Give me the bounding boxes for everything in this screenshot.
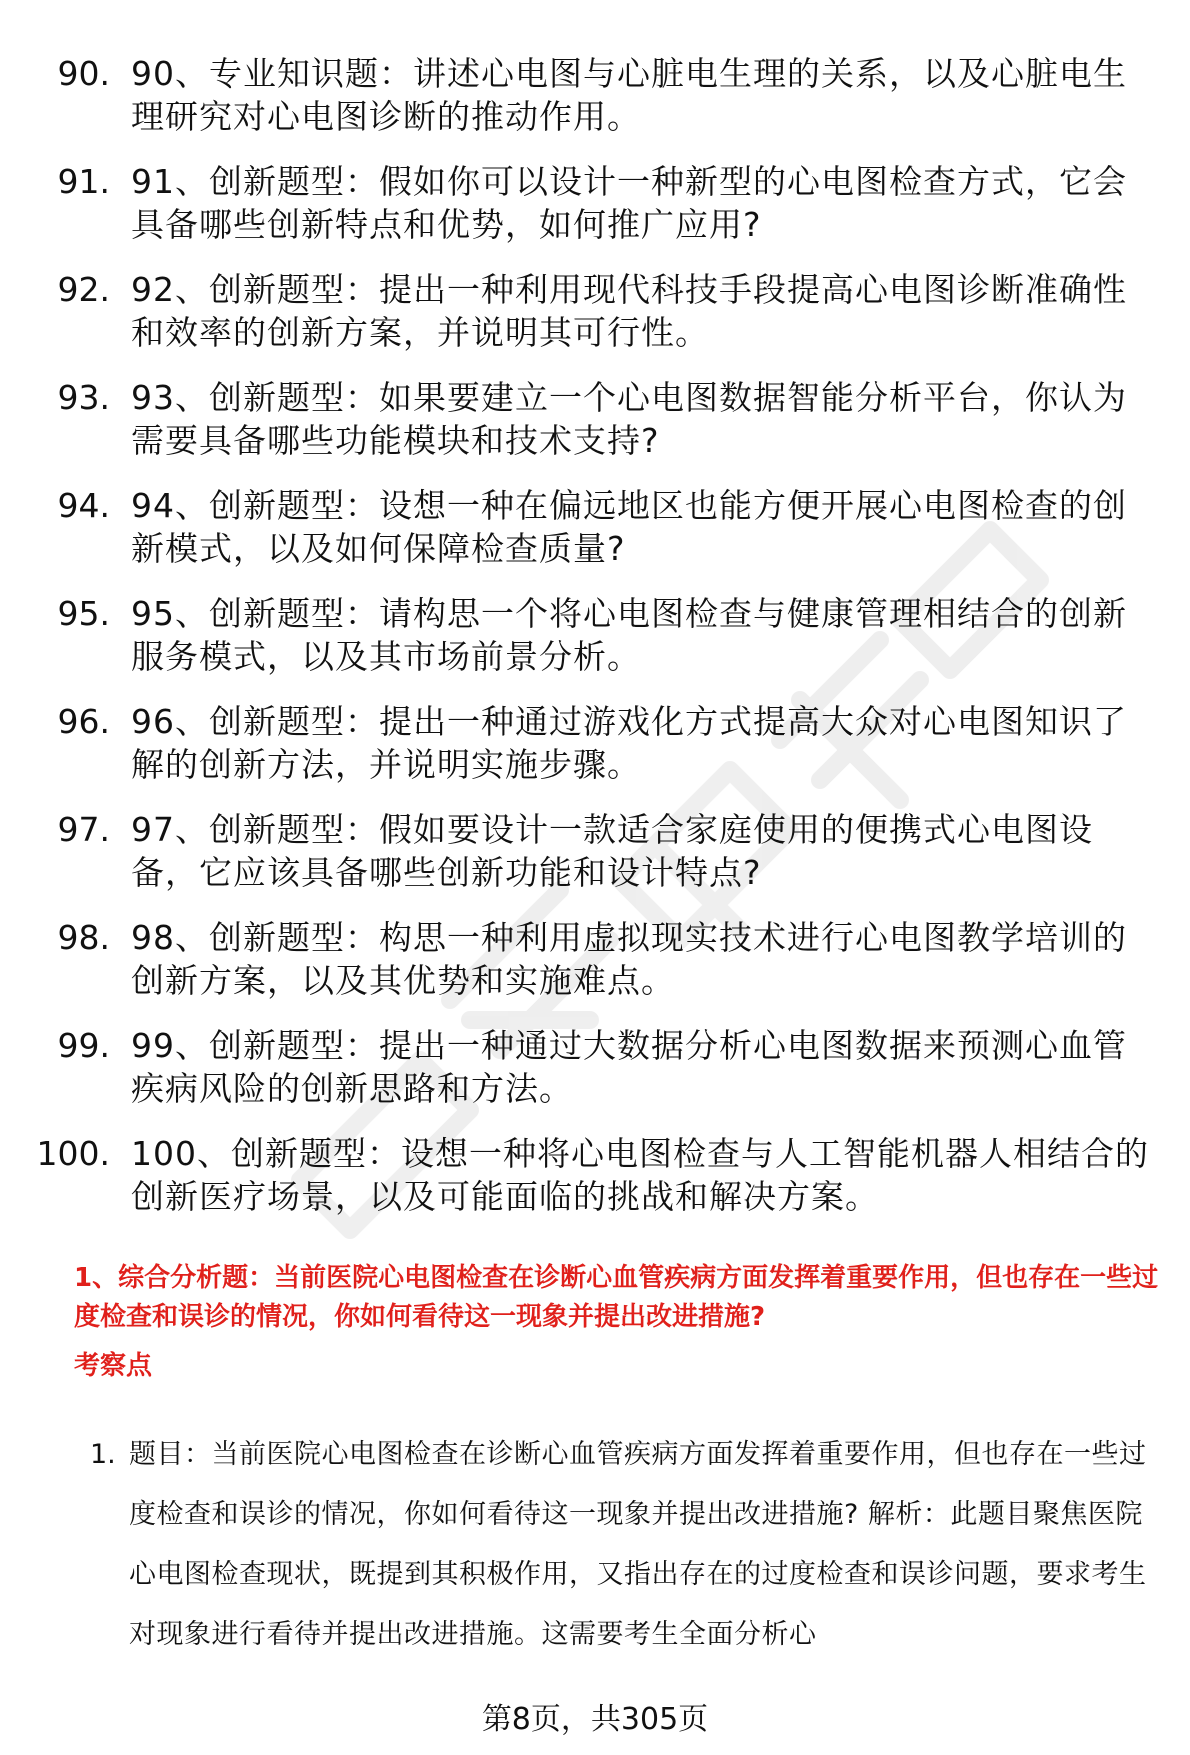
list-item bbox=[0, 592, 1190, 678]
item-text: 90、专业知识题：讲述心电图与心脏电生理的关系，以及心脏电生理研究对心电图诊断的推动作用。 bbox=[131, 54, 1127, 136]
question-list bbox=[0, 52, 1190, 1240]
item-text: 93、创新题型：如果要建立一个心电图数据智能分析平台，你认为需要具备哪些功能模块和技术支持? bbox=[131, 378, 1127, 460]
item-number: 90. bbox=[57, 54, 110, 93]
item-number: 98. bbox=[57, 918, 110, 957]
list-item bbox=[0, 1132, 1190, 1218]
item-text: 97、创新题型：假如要设计一款适合家庭使用的便携式心电图设备，它应该具备哪些创新功能和设计特点? bbox=[131, 810, 1093, 892]
list-item bbox=[0, 700, 1190, 786]
item-number: 93. bbox=[57, 378, 110, 417]
item-number: 99. bbox=[57, 1026, 110, 1065]
item-number: 92. bbox=[57, 270, 110, 309]
item-text: 92、创新题型：提出一种利用现代科技手段提高心电图诊断准确性和效率的创新方案，并说明其可行性。 bbox=[131, 270, 1127, 352]
section-heading: 1、综合分析题：当前医院心电图检查在诊断心血管疾病方面发挥着重要作用，但也存在一些过度检查和误诊的情况，你如何看待这一现象并提出改进措施? bbox=[74, 1263, 1159, 1332]
item-number: 91. bbox=[57, 162, 110, 201]
item-number: 100. bbox=[36, 1134, 110, 1173]
item-text: 94、创新题型：设想一种在偏远地区也能方便开展心电图检查的创新模式，以及如何保障检查质量? bbox=[131, 486, 1127, 568]
item-number: 96. bbox=[57, 702, 110, 741]
list-item bbox=[0, 1024, 1190, 1110]
analysis-text: 题目：当前医院心电图检查在诊断心血管疾病方面发挥着重要作用，但也存在一些过度检查和误诊的情况，你如何看待这一现象并提出改进措施? 解析：此题目聚焦医院心电图检查现状，既提到其积极作用，又指出存在的过度检查和误诊问题，要求考生对现象进行看待并提出改进措施。这需要考生全面分析心 bbox=[129, 1439, 1147, 1650]
item-number: 94. bbox=[57, 486, 110, 525]
list-item bbox=[0, 160, 1190, 246]
page-footer: 第8页，共305页 bbox=[481, 1702, 709, 1737]
list-item bbox=[0, 268, 1190, 354]
section-subheading: 考察点 bbox=[74, 1351, 153, 1381]
list-item bbox=[0, 484, 1190, 570]
list-item bbox=[0, 808, 1190, 894]
list-item bbox=[0, 52, 1190, 138]
list-item bbox=[0, 916, 1190, 1002]
item-text: 91、创新题型：假如你可以设计一种新型的心电图检查方式，它会具备哪些创新特点和优势，如何推广应用? bbox=[131, 162, 1127, 244]
analysis-number: 1. bbox=[90, 1439, 116, 1470]
item-text: 99、创新题型：提出一种通过大数据分析心电图数据来预测心血管疾病风险的创新思路和方法。 bbox=[131, 1026, 1127, 1108]
item-text: 100、创新题型：设想一种将心电图检查与人工智能机器人相结合的创新医疗场景，以及可能面临的挑战和解决方案。 bbox=[131, 1134, 1149, 1216]
item-number: 97. bbox=[57, 810, 110, 849]
item-text: 98、创新题型：构思一种利用虚拟现实技术进行心电图教学培训的创新方案，以及其优势和实施难点。 bbox=[131, 918, 1127, 1000]
item-number: 95. bbox=[57, 594, 110, 633]
list-item bbox=[0, 376, 1190, 462]
item-text: 96、创新题型：提出一种通过游戏化方式提高大众对心电图知识了解的创新方法，并说明实施步骤。 bbox=[131, 702, 1127, 784]
item-text: 95、创新题型：请构思一个将心电图检查与健康管理相结合的创新服务模式，以及其市场前景分析。 bbox=[131, 594, 1127, 676]
